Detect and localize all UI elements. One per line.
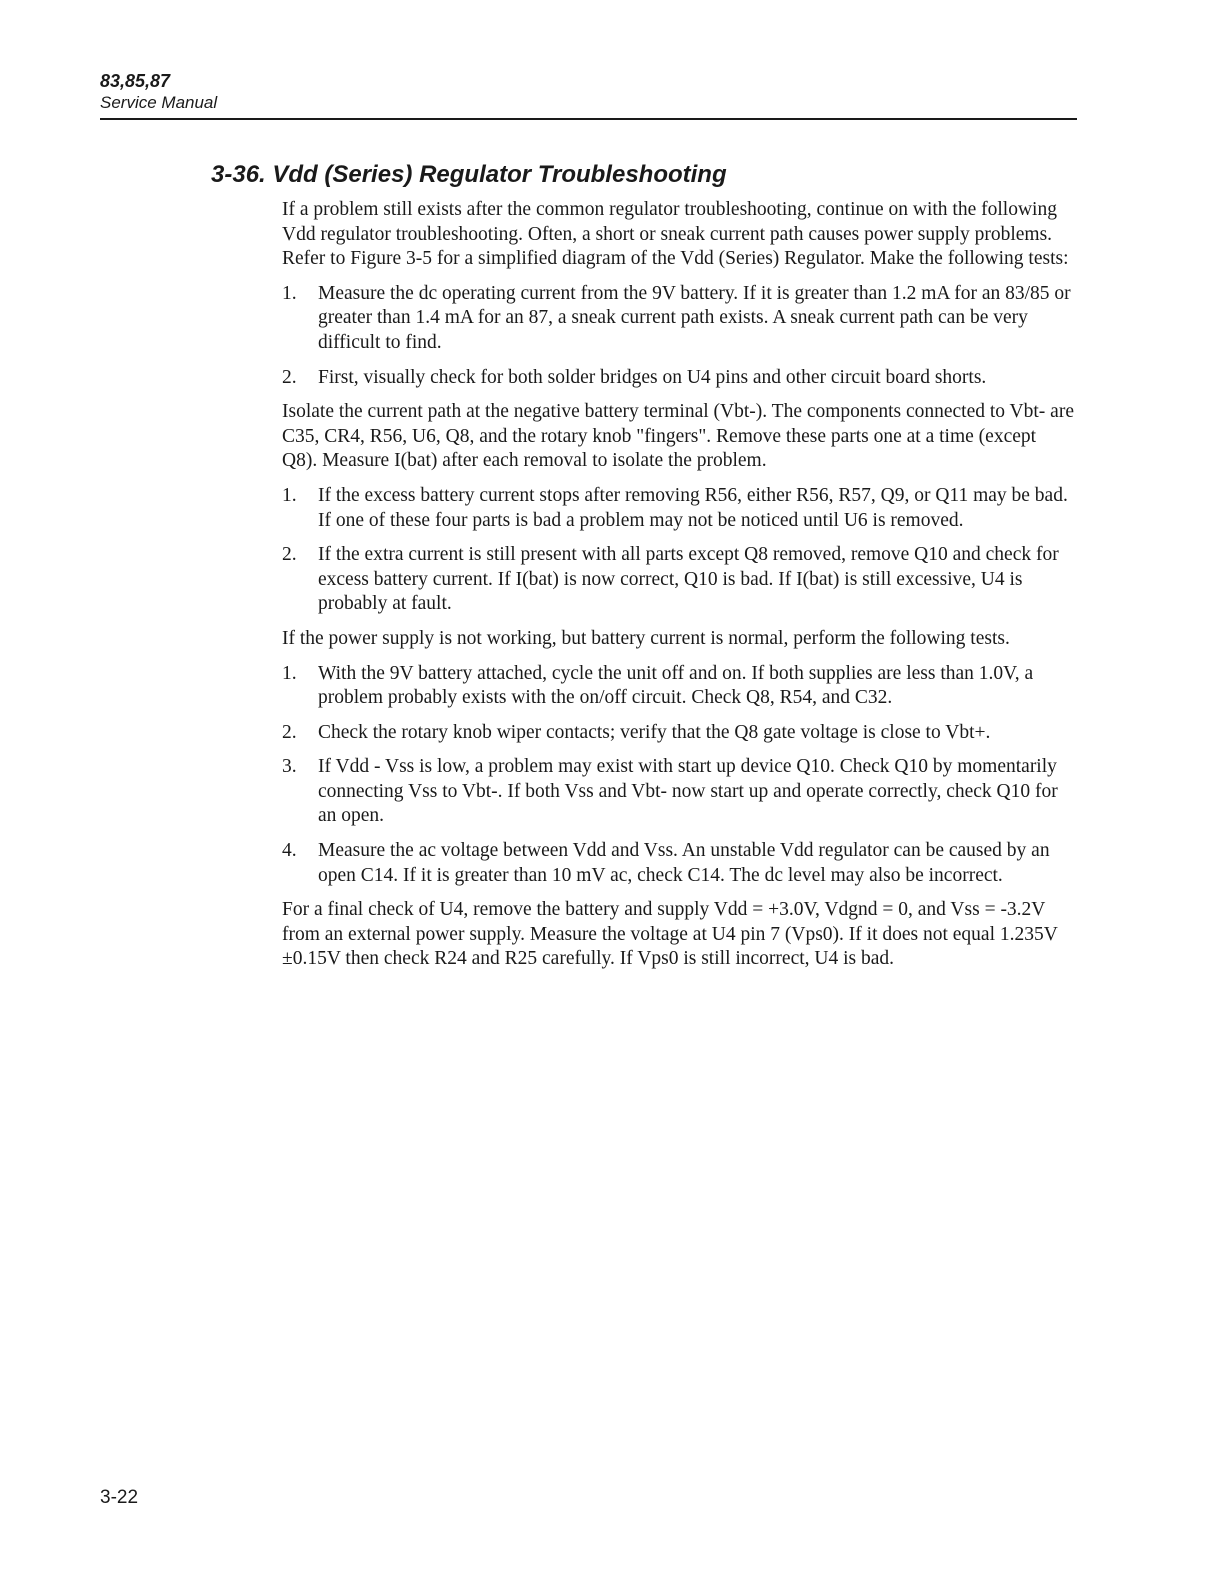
list-text: If Vdd - Vss is low, a problem may exist with start up device Q10. Check Q10 by momentarily connecting Vss to Vbt-. If both Vss and Vbt- now start up and operate correctly, check Q10 for an open. <box>318 756 1058 827</box>
list-item <box>282 484 1074 533</box>
list-text: First, visually check for both solder bridges on U4 pins and other circuit board shorts. <box>318 366 987 388</box>
list-text: If the excess battery current stops after removing R56, either R56, R57, Q9, or Q11 may be bad. If one of these four parts is bad a problem may not be noticed until U6 is removed. <box>318 484 1068 531</box>
list-text: Check the rotary knob wiper contacts; verify that the Q8 gate voltage is close to Vbt+. <box>318 721 991 743</box>
list-item <box>282 662 1074 711</box>
list-number: 1. <box>282 282 297 304</box>
list-item <box>282 543 1074 617</box>
model-number: 83,85,87 <box>100 71 171 91</box>
section-heading: 3-36. Vdd (Series) Regulator Troubleshooting <box>211 161 727 188</box>
paragraph-isolate: Isolate the current path at the negative battery terminal (Vbt-). The components connected to Vbt- are C35, CR4, R56, U6, Q8, and the rotary knob "fingers". Remove these parts one at a time (except Q8). Measure I(bat) after each removal to isolate the problem. <box>282 401 1074 472</box>
manual-title: Service Manual <box>100 93 218 112</box>
header-divider <box>100 118 1077 120</box>
list-number: 2. <box>282 721 297 743</box>
page-number: 3-22 <box>100 1487 139 1508</box>
list-number: 2. <box>282 544 297 566</box>
test-list-sneak-current <box>282 282 1074 390</box>
list-number: 1. <box>282 484 297 506</box>
list-number: 1. <box>282 662 297 684</box>
list-item <box>282 755 1074 829</box>
paragraph-power-supply: If the power supply is not working, but battery current is normal, perform the following tests. <box>282 627 1010 649</box>
section-body <box>282 198 1074 982</box>
paragraph-intro: If a problem still exists after the common regulator troubleshooting, continue on with the following Vdd regulator troubleshooting. Often, a short or sneak current path causes power supply problems. Refer to Figure 3-5 for a simplified diagram of the Vdd (Series) Regulator. Make the following tests: <box>282 199 1069 270</box>
list-number: 4. <box>282 840 297 862</box>
list-item <box>282 366 1074 391</box>
list-text: If the extra current is still present with all parts except Q8 removed, remove Q10 and check for excess battery current. If I(bat) is now correct, Q10 is bad. If I(bat) is still excessive, U4 is probably at fault. <box>318 544 1059 615</box>
list-text: With the 9V battery attached, cycle the unit off and on. If both supplies are less than 1.0V, a problem probably exists with the on/off circuit. Check Q8, R54, and C32. <box>318 662 1034 709</box>
list-item <box>282 721 1074 746</box>
list-number: 2. <box>282 366 297 388</box>
list-item <box>282 282 1074 356</box>
page-header <box>100 70 1077 120</box>
list-item <box>282 839 1074 888</box>
list-text: Measure the dc operating current from the 9V battery. If it is greater than 1.2 mA for an 83/85 or greater than 1.4 mA for an 87, a sneak current path exists. A sneak current path can be very difficult to find. <box>318 282 1071 353</box>
list-text: Measure the ac voltage between Vdd and Vss. An unstable Vdd regulator can be caused by an open C14. If it is greater than 10 mV ac, check C14. The dc level may also be incorrect. <box>318 840 1050 886</box>
test-list-isolate <box>282 484 1074 617</box>
paragraph-final-check: For a final check of U4, remove the battery and supply Vdd = +3.0V, Vdgnd = 0, and Vss = -3.2V from an external power supply. Measure the voltage at U4 pin 7 (Vps0). If it does not equal 1.235V ±0.15V then check R24 and R25 carefully. If Vps0 is still incorrect, U4 is bad. <box>282 899 1058 970</box>
test-list-power-supply <box>282 662 1074 889</box>
list-number: 3. <box>282 756 297 778</box>
